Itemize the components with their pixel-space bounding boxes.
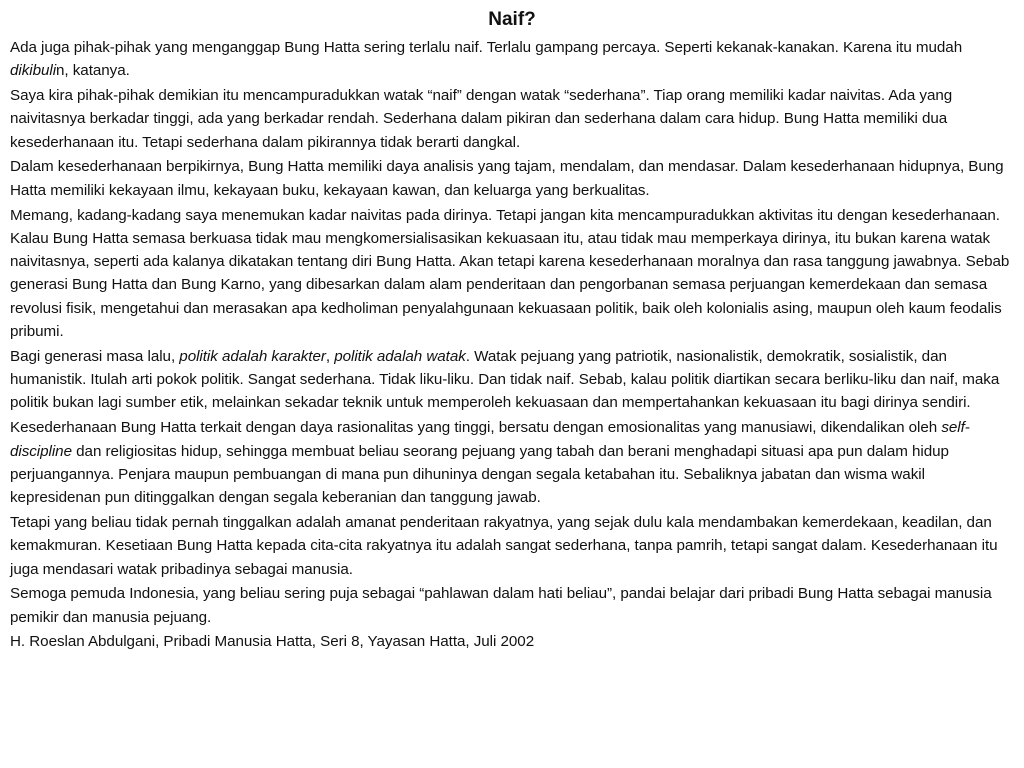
text-run: Tetapi yang beliau tidak pernah tinggalkan adalah amanat penderitaan rakyatnya, yang sejak dulu kala mendambakan kemerdekaan, keadilan, dan kemakmuran. Kesetiaan Bung Hatta kepada cita-cita rakyatnya itu adalah sangat sederhana, tanpa pamrih, tetapi sangat dalam. Kesederhanaan itu juga mendasari watak pribadinya sebagai manusia.: [10, 513, 998, 578]
paragraph: [10, 416, 1014, 509]
text-run: dan religiositas hidup, sehingga membuat beliau seorang pejuang yang tabah dan berani menghadapi situasi apa pun dalam hidup perjuangannya. Penjara maupun pembuangan di mana pun dihuninya dengan segala ketabahan itu. Sebaliknya jabatan dan wisma wakil kepresidenan pun ditinggalkan dengan segala keberanian dan tanggung jawab.: [10, 442, 949, 507]
article-body: [10, 36, 1014, 654]
page-title: Naif?: [488, 9, 536, 30]
text-run: Ada juga pihak-pihak yang menganggap Bung Hatta sering terlalu naif. Terlalu gampang percaya. Seperti kekanak-kanakan. Karena itu mudah: [10, 39, 963, 56]
italic-text: politik adalah karakter: [179, 347, 326, 365]
text-run: . Watak pejuang yang patriotik, nasionalistik, demokratik, sosialistik, dan humanistik. Itulah arti pokok politik. Sangat sederhana. Tidak liku-liku. Dan tidak naif. Sebab, kalau politik diartikan secara berliku-liku dan naif, maka politik bukan lagi sumber etik, melainkan sekadar teknik untuk memperoleh kekuasaan dan mempertahankan kekuasaan itu bagi dirinya sendiri.: [10, 347, 1000, 412]
text-run: Saya kira pihak-pihak demikian itu mencampuradukkan watak “naif” dengan watak “sederhana”. Tiap orang memiliki kadar naivitas. Ada yang naivitasnya berkadar tinggi, ada yang berkadar rendah. Sederhana dalam pikiran dan sederhana dalam cara hidup. Bung Hatta memiliki dua kesederhanaan itu. Tetapi sederhana dalam pikirannya tidak berarti dangkal.: [10, 87, 953, 151]
text-run: H. Roeslan Abdulgani, Pribadi Manusia Hatta, Seri 8, Yayasan Hatta, Juli 2002: [10, 633, 535, 651]
italic-text: dikibuli: [10, 62, 57, 80]
paragraph: [10, 511, 1014, 581]
paragraph: [10, 36, 1014, 83]
text-run: Kesederhanaan Bung Hatta terkait dengan daya rasionalitas yang tinggi, bersatu dengan emosionalitas yang manusiawi, dikendalikan oleh: [10, 419, 942, 437]
italic-text: self-discipline: [10, 419, 970, 460]
text-run: Semoga pemuda Indonesia, yang beliau sering puja sebagai “pahlawan dalam hati beliau”, pandai belajar dari pribadi Bung Hatta sebagai manusia pemikir dan manusia pejuang.: [10, 585, 992, 626]
italic-text: politik adalah watak: [334, 347, 466, 365]
source-citation: [10, 630, 1014, 653]
text-run: n, katanya.: [56, 62, 130, 80]
text-run: ,: [325, 347, 335, 365]
paragraph: [10, 582, 1014, 629]
paragraph: [10, 345, 1014, 415]
paragraph: [10, 155, 1014, 202]
paragraph: [10, 84, 1014, 154]
text-run: Bagi generasi masa lalu,: [10, 347, 180, 365]
paragraph: [10, 204, 1014, 344]
text-run: Dalam kesederhanaan berpikirnya, Bung Hatta memiliki daya analisis yang tajam, mendalam, dan mendasar. Dalam kesederhanaan hidupnya, Bung Hatta memiliki kekayaan ilmu, kekayaan buku, kekayaan kawan, dan keluarga yang berkualitas.: [10, 158, 1004, 199]
text-run: Memang, kadang-kadang saya menemukan kadar naivitas pada dirinya. Tetapi jangan kita mencampuradukkan aktivitas itu dengan kesederhanaan. Kalau Bung Hatta semasa berkuasa tidak mau mengkomersialisasikan kekuasaan itu, atau tidak mau memperkaya dirinya, itu bukan karena watak naivitasnya, seperti ada kalanya dikatakan tentang diri Bung Hatta. Akan tetapi karena kesederhanaan moralnya dan rasa tanggung jawabnya. Sebab generasi Bung Hatta dan Bung Karno, yang dibesarkan dalam alam penderitaan dan pengorbanan semasa perjuangan kemerdekaan dan semasa revolusi fisik, mengetahui dan merasakan apa kedholiman penyalahgunaan kekuasaan politik, baik oleh kolonialis asing, maupun oleh kaum feodalis pribumi.: [10, 206, 1010, 341]
document-page: [10, 8, 1014, 655]
